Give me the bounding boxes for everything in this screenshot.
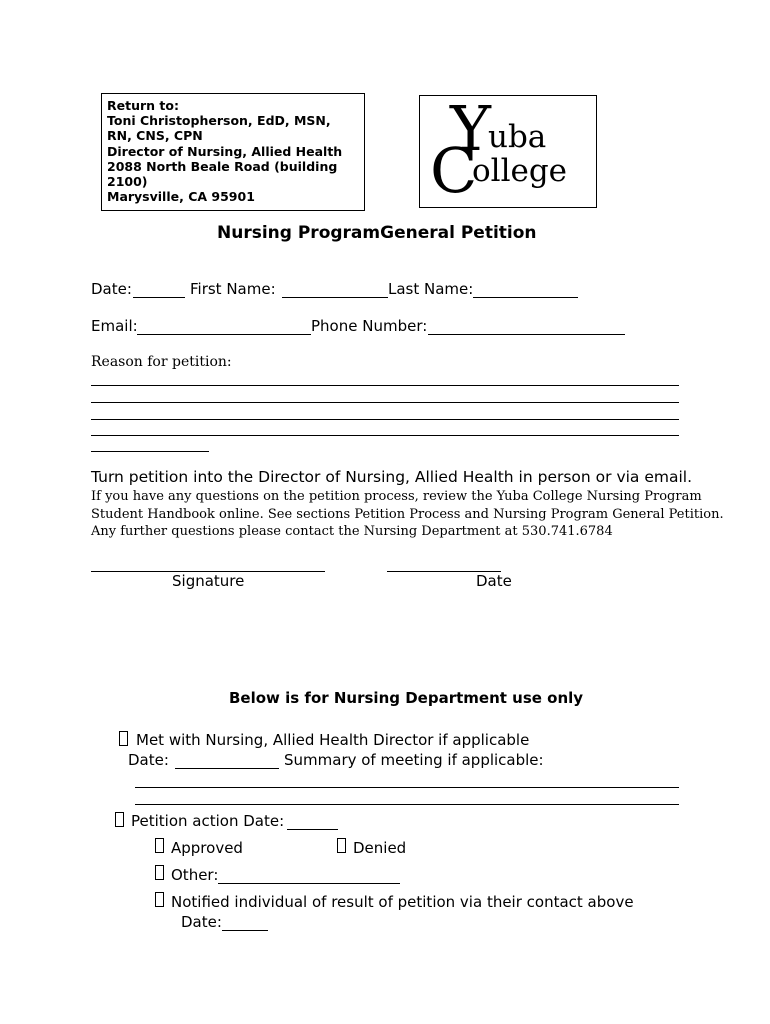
reason-line[interactable] — [91, 419, 679, 420]
notified-date-label: Date: — [181, 913, 222, 931]
return-to-name: Toni Christopherson, EdD, MSN, — [107, 113, 331, 129]
email-label: Email: — [91, 317, 138, 335]
return-to-street: 2088 North Beale Road (building — [107, 158, 338, 174]
first-name-label: First Name: — [190, 280, 276, 298]
approved-checkbox[interactable] — [155, 838, 164, 853]
date-field[interactable] — [133, 297, 185, 298]
met-with-director-label: Met with Nursing, Allied Health Director if applicable — [136, 731, 530, 749]
instructions-line-1: If you have any questions on the petition process, review the Yuba College Nursing Program — [91, 489, 702, 504]
meeting-summary-label: Summary of meeting if applicable: — [284, 751, 544, 769]
reason-label: Reason for petition: — [91, 354, 232, 370]
email-field[interactable] — [137, 334, 311, 335]
logo-text-ollege: ollege — [472, 153, 568, 189]
return-to-city: Marysville, CA 95901 — [107, 189, 255, 205]
signature-label: Signature — [172, 572, 245, 590]
signature-date-label: Date — [476, 572, 512, 590]
denied-label: Denied — [353, 839, 407, 857]
reason-line[interactable] — [91, 385, 679, 386]
logo-letter-y: Y — [450, 92, 491, 165]
other-field[interactable] — [218, 883, 400, 884]
notified-label: Notified individual of result of petition via their contact above — [171, 893, 634, 911]
yuba-college-logo — [419, 92, 597, 208]
logo-letter-c: C — [430, 134, 478, 207]
phone-label: Phone Number: — [311, 317, 428, 335]
notified-checkbox[interactable] — [155, 892, 164, 907]
return-to-building: 2100) — [107, 174, 148, 190]
date-label: Date: — [91, 280, 132, 298]
return-to-heading: Return to: — [107, 98, 179, 113]
instructions-line-3: Any further questions please contact the Nursing Department at 530.741.6784 — [91, 524, 613, 539]
instructions-line-2: Student Handbook online. See sections Petition Process and Nursing Program General Petition. — [91, 507, 724, 522]
last-name-label: Last Name: — [388, 280, 474, 298]
form-title: Nursing ProgramGeneral Petition — [217, 223, 537, 243]
met-with-director-checkbox[interactable] — [119, 731, 128, 746]
meeting-date-label: Date: — [128, 751, 169, 769]
petition-action-date-field[interactable] — [287, 829, 338, 830]
petition-action-checkbox[interactable] — [115, 812, 124, 827]
return-to-title: Director of Nursing, Allied Health — [107, 143, 343, 159]
approved-label: Approved — [171, 839, 243, 857]
instructions-main: Turn petition into the Director of Nursing, Allied Health in person or via email. — [91, 468, 693, 486]
phone-field[interactable] — [428, 334, 625, 335]
other-checkbox[interactable] — [155, 865, 164, 880]
reason-line[interactable] — [91, 435, 679, 436]
other-label: Other: — [171, 866, 219, 884]
office-use-heading: Below is for Nursing Department use only — [229, 689, 584, 707]
meeting-date-field[interactable] — [175, 768, 279, 769]
meeting-summary-line[interactable] — [135, 787, 679, 788]
first-name-field[interactable] — [282, 297, 388, 298]
notified-date-field[interactable] — [222, 930, 268, 931]
return-to-credentials: RN, CNS, CPN — [107, 128, 203, 144]
petition-action-label: Petition action Date: — [131, 812, 285, 830]
last-name-field[interactable] — [473, 297, 578, 298]
reason-line[interactable] — [91, 451, 209, 452]
meeting-summary-line[interactable] — [135, 804, 679, 805]
logo-text-uba: uba — [488, 119, 547, 155]
reason-line[interactable] — [91, 402, 679, 403]
denied-checkbox[interactable] — [337, 838, 346, 853]
return-to-address-box — [101, 93, 365, 211]
